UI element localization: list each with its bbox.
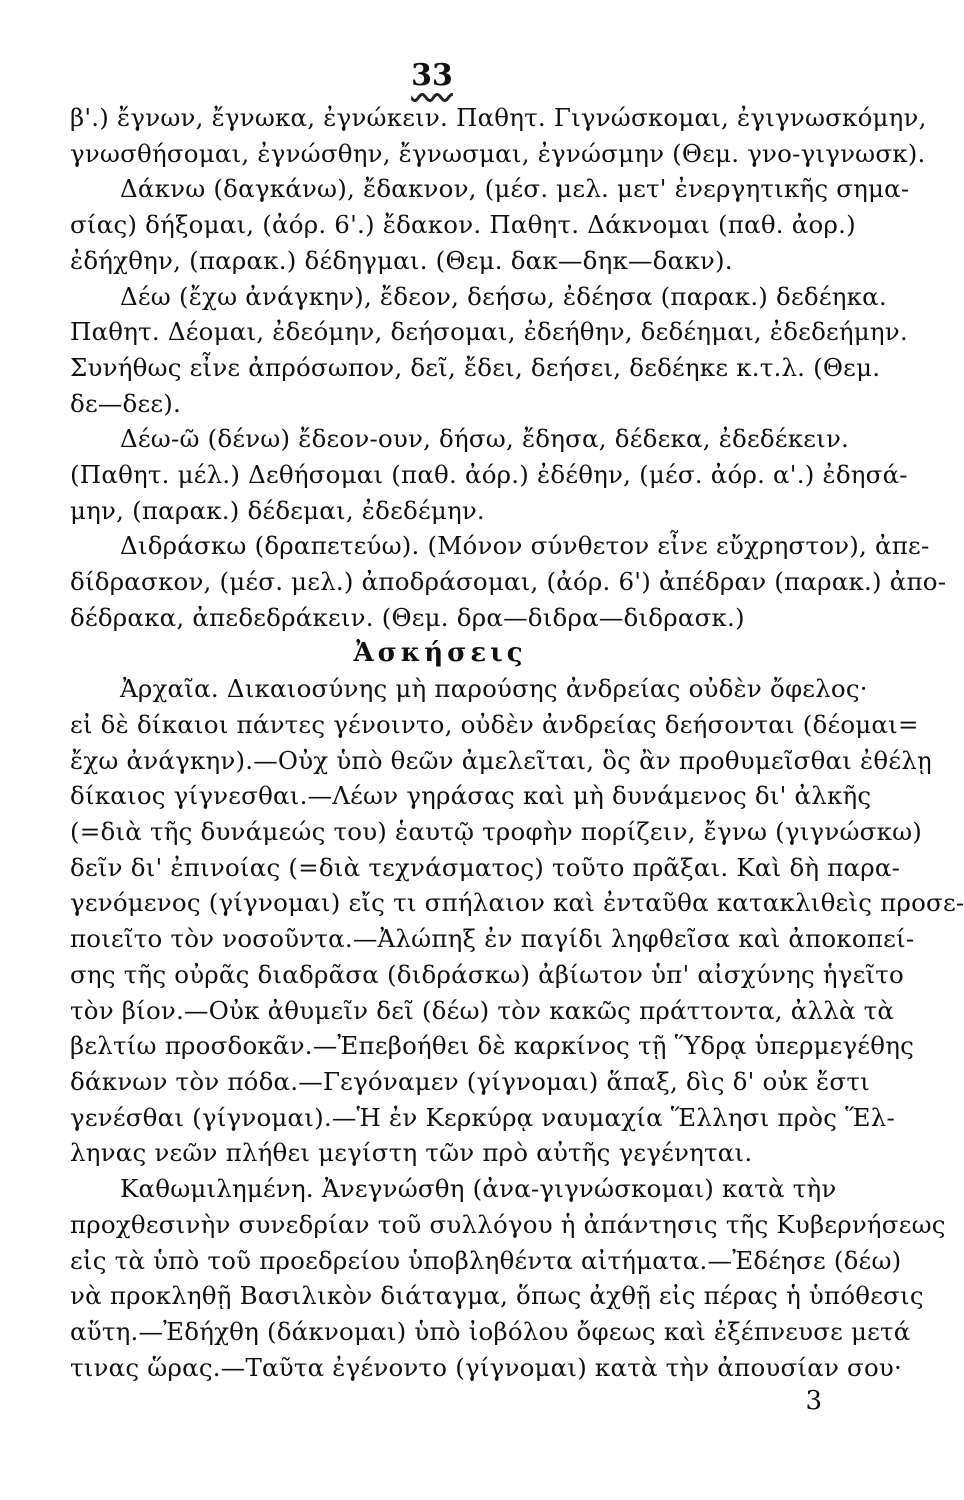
text-line: μην, (παρακ.) δέδεμαι, ἐδεδέμην. xyxy=(70,495,485,525)
text-line: Διδράσκω (δραπετεύω). (Μόνον σύνθετον εἶνε εὔχρηστον), ἀπε- xyxy=(120,531,930,561)
text-line: νὰ προκληθῇ Βασιλικὸν διάταγμα, ὅπως ἀχθῇ εἰς πέρας ἡ ὑπόθεσις xyxy=(70,1281,924,1311)
text-line: Δάκνω (δαγκάνω), ἔδακνον, (μέσ. μελ. μετ' ἐνεργητικῆς σημα- xyxy=(120,174,910,204)
text-line: β'.) ἔγνων, ἔγνωκα, ἐγνώκειν. Παθητ. Γιγνώσκομαι, ἐγιγνωσκόμην, xyxy=(70,103,927,132)
page-body xyxy=(70,100,964,1385)
text-line: εἰς τὰ ὑπὸ τοῦ προεδρείου ὑποβληθέντα αἰτήματα.—Ἐδέησε (δέω) xyxy=(70,1245,902,1275)
text-line: ληνας νεῶν πλήθει μεγίστη τῶν πρὸ αὐτῆς γεγένηται. xyxy=(70,1138,753,1168)
text-line: βελτίω προσδοκᾶν.—Ἐπεβοήθει δὲ καρκίνος τῇ Ὕδρᾳ ὑπερμεγέθης xyxy=(70,1031,915,1061)
text-line: εἰ δὲ δίκαιοι πάντες γένοιντο, οὐδὲν ἀνδρείας δεήσονται (δέομαι= xyxy=(70,709,919,739)
text-line: δίδρασκον, (μέσ. μελ.) ἀποδράσομαι, (ἀόρ. 6') ἀπέδραν (παρακ.) ἀπο- xyxy=(70,567,947,597)
text-line: δε—δεε). xyxy=(70,388,182,418)
text-line: γενέσθαι (γίγνομαι).—Ἡ ἐν Κερκύρᾳ ναυμαχία Ἕλλησι πρὸς Ἕλ- xyxy=(70,1102,895,1132)
text-line: τὸν βίον.—Οὐκ ἀθυμεῖν δεῖ (δέω) τὸν κακῶς πράττοντα, ἀλλὰ τὰ xyxy=(70,995,895,1025)
text-line: δάκνων τὸν πόδα.—Γεγόναμεν (γίγνομαι) ἅπαξ, δὶς δ' οὐκ ἔστι xyxy=(70,1066,870,1096)
text-line: Δέω (ἔχω ἀνάγκην), ἔδεον, δεήσω, ἐδέησα (παρακ.) δεδέηκα. xyxy=(120,281,887,311)
text-line: Ἀρχαῖα. Δικαιοσύνης μὴ παρούσης ἀνδρείας οὐδὲν ὄφελος· xyxy=(120,674,868,704)
text-line: γνωσθήσομαι, ἐγνώσθην, ἔγνωσμαι, ἐγνώσμην (Θεμ. γνο-γιγνωσκ). xyxy=(70,138,926,168)
text-line: Καθωμιλημένη. Ἀνεγνώσθη (ἀνα-γιγνώσκομαι) κατὰ τὴν xyxy=(120,1174,837,1204)
text-line: ἐδήχθην, (παρακ.) δέδηγμαι. (Θεμ. δακ—δηκ—δακν). xyxy=(70,245,733,275)
text-line: Παθητ. Δέομαι, ἐδεόμην, δεήσομαι, ἐδεήθην, δεδέημαι, ἐδεδεήμην. xyxy=(70,317,908,347)
text-line: δεῖν δι' ἐπινοίας (=διὰ τεχνάσματος) τοῦτο πρᾶξαι. Καὶ δὴ παρα- xyxy=(70,852,901,882)
page-number: 33 xyxy=(411,58,453,93)
section-heading: Ἀσκήσεις xyxy=(353,637,527,668)
text-line: γενόμενος (γίγνομαι) εἴς τι σπήλαιον καὶ ἐνταῦθα κατακλιθεὶς προσε- xyxy=(70,888,964,918)
text-line: (=διὰ τῆς δυνάμεώς του) ἑαυτῷ τροφὴν πορίζειν, ἔγνω (γιγνώσκω) xyxy=(70,817,923,847)
text-line: σης τῆς οὐρᾶς διαδρᾶσα (διδράσκω) ἀβίωτον ὑπ' αἰσχύνης ἡγεῖτο xyxy=(70,959,905,989)
text-line: αὕτη.—Ἐδήχθη (δάκνομαι) ὑπὸ ἰοβόλου ὄφεως καὶ ἐξέπνευσε μετά xyxy=(70,1316,911,1346)
text-line: (Παθητ. μέλ.) Δεθήσομαι (παθ. ἀόρ.) ἐδέθην, (μέσ. ἀόρ. α'.) ἐδησά- xyxy=(70,460,908,490)
text-line: Δέω-ῶ (δένω) ἔδεον-ουν, δήσω, ἔδησα, δέδεκα, ἐδεδέκειν. xyxy=(120,424,850,454)
text-line: δέδρακα, ἀπεδεδράκειν. (Θεμ. δρα—διδρα—διδρασκ.) xyxy=(70,602,745,632)
text-line: Συνήθως εἶνε ἀπρόσωπον, δεῖ, ἔδει, δεήσει, δεδέηκε κ.τ.λ. (Θεμ. xyxy=(70,352,881,382)
text-line: τινας ὥρας.—Ταῦτα ἐγένοντο (γίγνομαι) κατὰ τὴν ἀπουσίαν σου· xyxy=(70,1352,902,1382)
text-line: δίκαιος γίγνεσθαι.—Λέων γηράσας καὶ μὴ δυνάμενος δι' ἀλκῆς xyxy=(70,781,872,811)
text-line: ποιεῖτο τὸν νοσοῦντα.—Ἀλώπηξ ἐν παγίδι ληφθεῖσα καὶ ἀποκοπεί- xyxy=(70,924,915,954)
text-line: προχθεσινὴν συνεδρίαν τοῦ συλλόγου ἡ ἀπάντησις τῆς Κυβερνήσεως xyxy=(70,1209,946,1239)
text-line: ἔχω ἀνάγκην).—Οὐχ ὑπὸ θεῶν ἀμελεῖται, ὃς ἂν προθυμεῖσθαι ἐθέλῃ xyxy=(70,745,932,775)
signature-mark: 3 xyxy=(805,1386,822,1416)
text-line: σίας) δήξομαι, (ἀόρ. 6'.) ἔδακον. Παθητ. Δάκνομαι (παθ. ἀορ.) xyxy=(70,210,856,240)
